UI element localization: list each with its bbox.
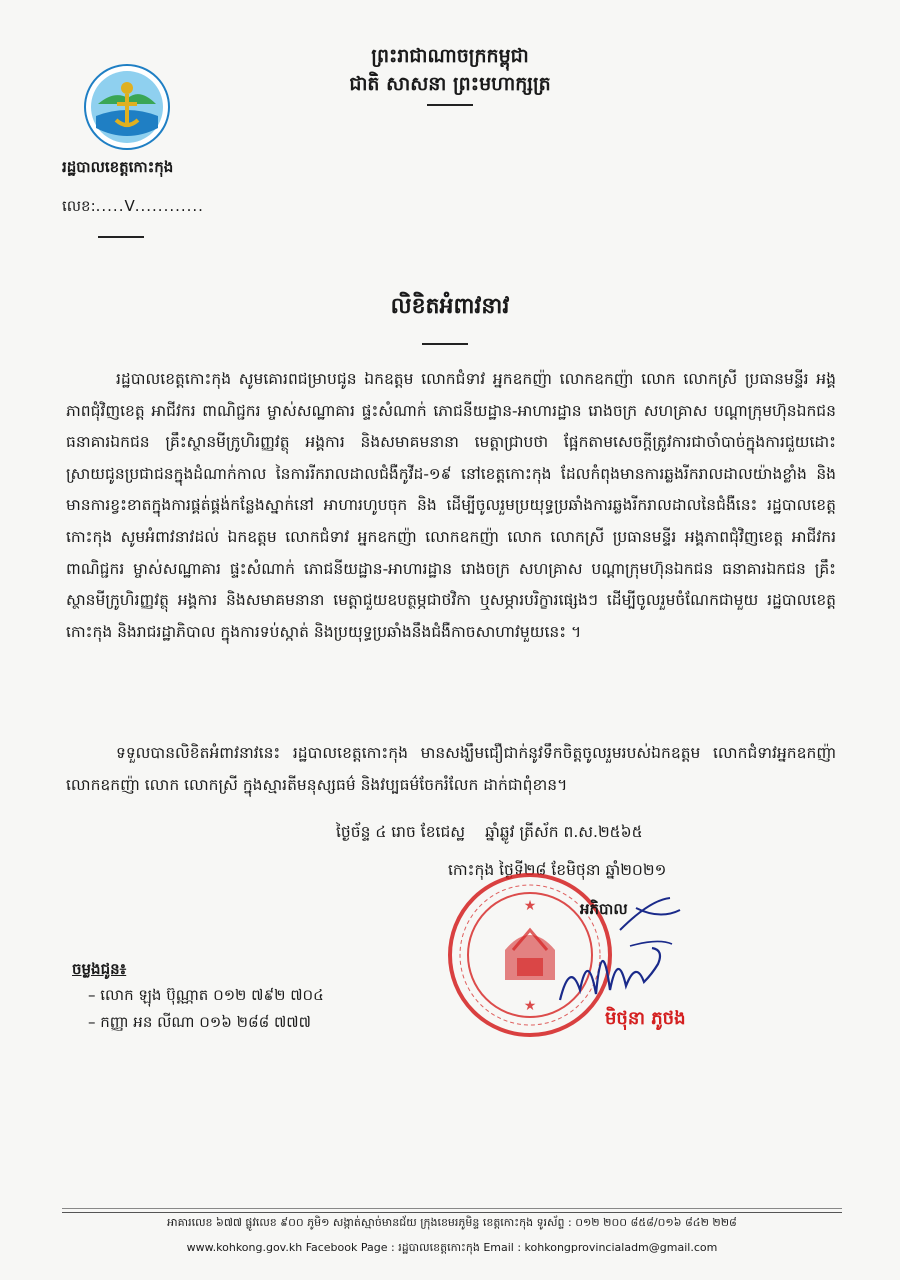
letter-title: លិខិតអំពាវនាវ	[390, 294, 510, 319]
cc-recipient: – កញ្ញា អន លីណា ០១៦ ២៨៨ ៧៧៧	[88, 1013, 311, 1031]
footer-email[interactable]: Email : kohkongprovincialadm@gmail.com	[483, 1241, 718, 1254]
footer-address: អាគារលេខ ៦៧៧ ផ្លូវលេខ ៩០០ ភូមិ១ សង្កាត់ស្មាច់មានជ័យ ក្រុងខេមរភូមិន្ទ ខេត្តកោះកុង ទូរស័ព្ទ : ០១២ ២០០ ៨៥៨/០១៦ ៨៤២ ២២៨	[167, 1216, 737, 1229]
title-divider	[422, 343, 468, 345]
lunar-year: ឆ្នាំឆ្លូវ ត្រីស័ក ព.ស.២៥៦៥	[485, 823, 643, 841]
body-paragraph-2: ទទួលបានលិខិតអំពាវនាវនេះ រដ្ឋបាលខេត្តកោះកុង មានសង្ឃឹមជឿជាក់នូវទឹកចិត្តចូលរួមរបស់ឯកឧត្តម លោកជំទាវអ្នកឧកញ៉ា លោកឧកញ៉ា លោក លោកស្រី ក្នុងស្មារតីមនុស្សធម៌ និងវប្បធម៌ចែករំលែក ដាក់ជាពុំខាន។	[66, 744, 836, 794]
sender-divider	[98, 236, 144, 238]
kingdom-title: ព្រះរាជាណាចក្រកម្ពុជា	[371, 45, 529, 67]
svg-text:★: ★	[523, 898, 537, 914]
reference-label: លេខ:	[62, 197, 96, 215]
kingdom-header	[300, 42, 600, 106]
signatory-title: អភិបាល	[580, 900, 628, 918]
reference-number: លេខ:.....V............	[62, 197, 204, 215]
footer-divider	[62, 1208, 842, 1209]
reference-value: V	[124, 197, 135, 215]
footer-website[interactable]: www.kohkong.gov.kh	[186, 1241, 303, 1254]
national-motto: ជាតិ សាសនា ព្រះមហាក្សត្រ	[349, 73, 551, 95]
lunar-day: ថ្ងៃច័ន្ទ ៤ រោច ខែជេស្ឋ	[336, 823, 466, 841]
footer-divider	[62, 1212, 842, 1213]
footer-contacts	[62, 1241, 842, 1257]
sender-org: រដ្ឋបាលខេត្តកោះកុង	[62, 158, 174, 176]
solar-date: កោះកុង ថ្ងៃទី២៨ ខែមិថុនា ឆ្នាំ២០២១	[448, 861, 667, 879]
header-divider	[427, 104, 473, 106]
handwritten-signature	[540, 890, 690, 1010]
cc-heading: ចម្លងជូន៖	[72, 960, 127, 978]
footer-facebook[interactable]: Facebook Page : រដ្ឋបាលខេត្តកោះកុង	[305, 1241, 480, 1254]
signatory-name: មិថុនា ភូថង	[605, 1008, 686, 1029]
lunar-date	[336, 822, 643, 845]
cc-recipient: – លោក ឡុង ប៊ុណ្ណាត ០១២ ៧៩២ ៧០៤	[88, 986, 324, 1004]
body-paragraph-1: រដ្ឋបាលខេត្តកោះកុង សូមគោរពជម្រាបជូន ឯកឧត្តម លោកជំទាវ អ្នកឧកញ៉ា លោកឧកញ៉ា លោក លោកស្រី ប្រធានមន្ទីរ អង្គភាពជុំវិញខេត្ត អាជីវករ ពាណិជ្ជករ ម្ចាស់សណ្ឋាគារ ផ្ទះសំណាក់ ភោជនីយដ្ឋាន-អាហារដ្ឋាន រោងចក្រ សហគ្រាស បណ្តាក្រុមហ៊ុនឯកជន ធនាគារឯកជន គ្រឹះស្ថានមីក្រូហិរញ្ញវត្ថុ អង្គការ និងសមាគមនានា មេត្តាជ្រាបថា ផ្អែកតាមសេចក្តីត្រូវការជាចាំបាច់ក្នុងការជួយដោះស្រាយជូនប្រជាជនក្នុងដំណាក់កាល នៃការរីករាលដាលជំងឺកូវីដ-១៩ នៅខេត្តកោះកុង ដែលកំពុងមានការឆ្លងរីករាលដាលយ៉ាងខ្លាំង និងមានការខ្វះខាតក្នុងការផ្គត់ផ្គង់កន្លែងស្នាក់នៅ អាហារហូបចុក និង ដើម្បីចូលរួមប្រយុទ្ធប្រឆាំងការឆ្លងរីករាលដាលនៃជំងឺនេះ រដ្ឋបាលខេត្តកោះកុង សូមអំពាវនាវដល់ ឯកឧត្តម លោកជំទាវ អ្នកឧកញ៉ា លោកឧកញ៉ា លោក លោកស្រី ប្រធានមន្ទីរ អង្គភាពជុំវិញខេត្ត អាជីវករ ពាណិជ្ជករ ម្ចាស់សណ្ឋាគារ ផ្ទះសំណាក់ ភោជនីយដ្ឋាន-អាហារដ្ឋាន រោងចក្រ សហគ្រាស បណ្តាក្រុមហ៊ុនឯកជន ធនាគារឯកជន គ្រឹះស្ថានមីក្រូហិរញ្ញវត្ថុ អង្គការ និងសមាគមនានា មេត្តាជួយឧបត្ថម្ភជាថវិកា ឬសម្ភារបរិក្ខារផ្សេងៗ ដើម្បីចូលរួមចំណែកជាមួយ រដ្ឋបាលខេត្តកោះកុង និងរាជរដ្ឋាភិបាល ក្នុងការទប់ស្កាត់ និងប្រយុទ្ធប្រឆាំងនឹងជំងឺកាចសាហាវមួយនេះ ។	[66, 370, 836, 641]
provincial-emblem-logo	[84, 64, 170, 150]
svg-text:★: ★	[523, 998, 537, 1014]
